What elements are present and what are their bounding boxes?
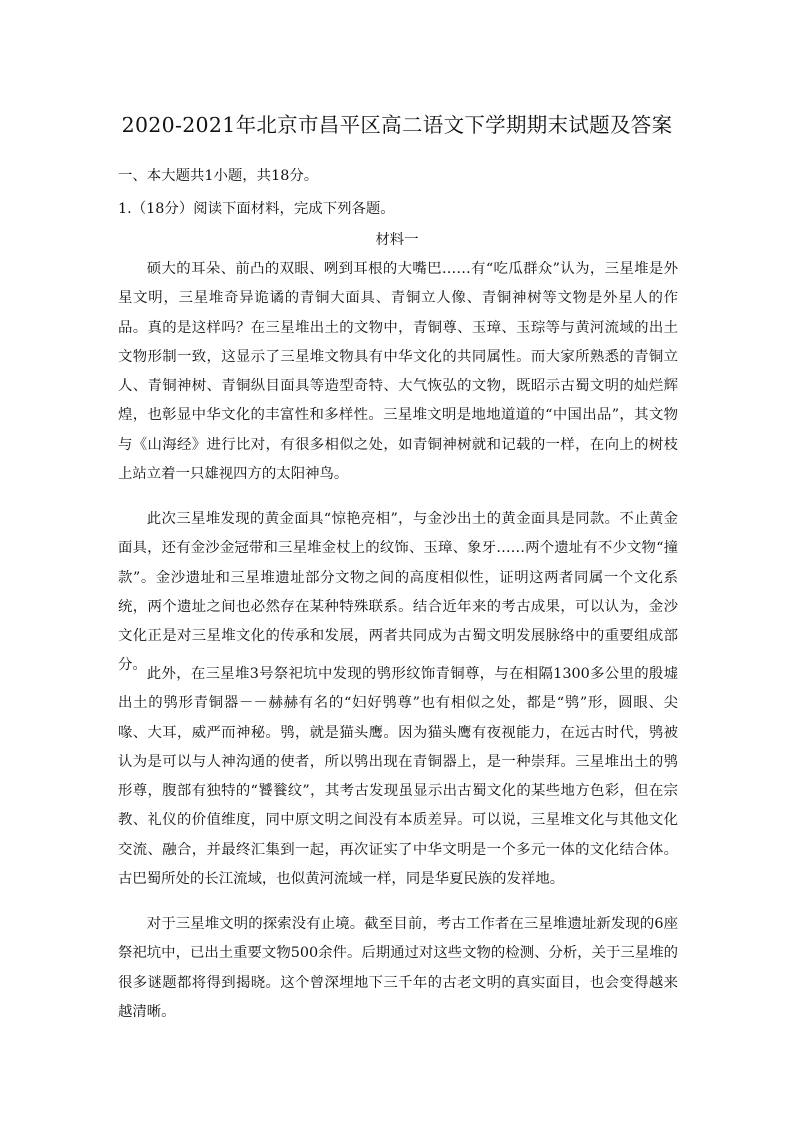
paragraph-4: 对于三星堆文明的探索没有止境。截至目前，考古工作者在三星堆遗址新发现的6座祭祀坑中，已出土重要文物500余件。后期通过对这些文物的检测、分析，关于三星堆的很多谜题都将得到揭晓。这个曾深埋地下三千年的古老文明的真实面目，也会变得越来越清晰。 (118, 916, 678, 1020)
paragraph-2: 此次三星堆发现的黄金面具“惊艳亮相”，与金沙出土的黄金面具是同款。不止黄金面具，还有金沙金冠带和三星堆金杖上的纹饰、玉璋、象牙……两个遗址有不少文物“撞款”。金沙遗址和三星堆遗址部分文物之间的高度相似性，证明这两者同属一个文化系统，两个遗址之间也必然存在某种特殊联系。结合近年来的考古成果，可以认为，金沙文化正是对三星堆文化的传承和发展，两者共同成为古蜀文明发展脉络中的重要组成部分。 (118, 511, 678, 674)
paragraph-3: 此外，在三星堆3号祭祀坑中发现的鸮形纹饰青铜尊，与在相隔1300多公里的殷墟出土的鸮形青铜器－－赫赫有名的“妇好鸮尊”也有相似之处，都是“鸮”形，圆眼、尖喙、大耳，威严而神秘。鸮，就是猫头鹰。因为猫头鹰有夜视能力，在远古时代，鸮被认为是可以与人神沟通的使者，所以鸮出现在青铜器上，是一种崇拜。三星堆出土的鸮形尊，腹部有独特的“饕餮纹”，其考古发现虽显示出古蜀文化的某些地方色彩，但在宗教、礼仪的价值维度，同中原文明之间没有本质差异。可以说，三星堆文化与其他文化交流、融合，并最终汇集到一起，再次证实了中华文明是一个多元一体的文化结合体。古巴蜀所处的长江流域，也似黄河流域一样，同是华夏民族的发祥地。 (118, 666, 678, 888)
material-title: 材料一 (375, 232, 419, 248)
document-title: 2020-2021年北京市昌平区高二语文下学期期末试题及答案 (121, 113, 673, 137)
section-heading: 一、本大题共1小题，共18分。 (118, 168, 319, 184)
question-intro: 1.（18分）阅读下面材料，完成下列各题。 (118, 201, 395, 217)
paragraph-1: 硕大的耳朵、前凸的双眼、咧到耳根的大嘴巴……有“吃瓜群众”认为，三星堆是外星文明，三星堆奇异诡谲的青铜大面具、青铜立人像、青铜神树等文物是外星人的作品。真的是这样吗？在三星堆出土的文物中，青铜尊、玉璋、玉琮等与黄河流域的出土文物形制一致，这显示了三星堆文物具有中华文化的共同属性。而大家所熟悉的青铜立人、青铜神树、青铜纵目面具等造型奇特、大气恢弘的文物，既昭示古蜀文明的灿烂辉煌，也彰显中华文化的丰富性和多样性。三星堆文明是地地道道的“中国出品”，其文物与《山海经》进行比对，有很多相似之处，如青铜神树就和记载的一样，在向上的树枝上站立着一只雄视四方的太阳神鸟。 (118, 261, 678, 483)
